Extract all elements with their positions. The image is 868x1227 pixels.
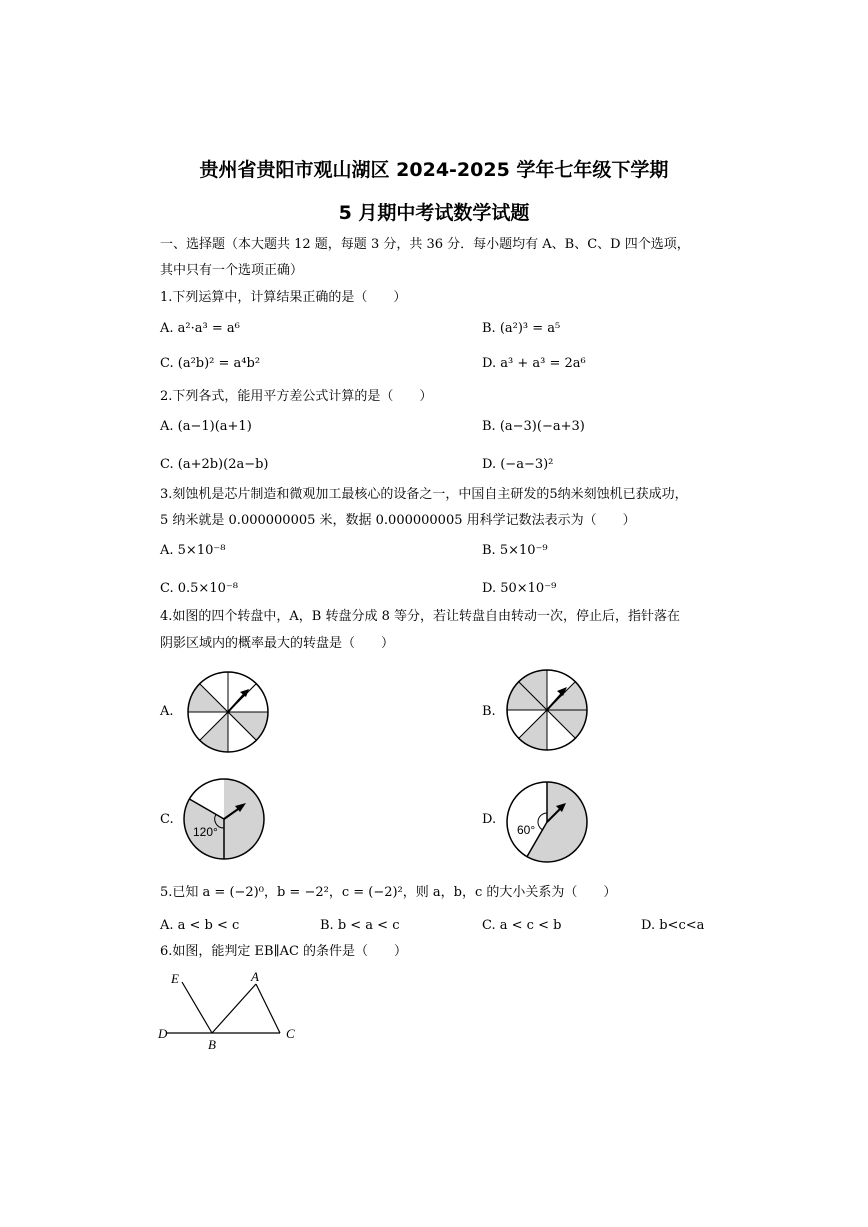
q2-option-d: D. (−a−3)²	[482, 457, 554, 472]
q1-option-d: D. a³ + a³ = 2a⁶	[482, 356, 586, 371]
section-heading: 一、选择题（本大题共 12 题，每题 3 分，共 36 分．每小题均有 A、B、C、D 四个选项，	[160, 237, 690, 252]
q1-stem: 1.下列运算中，计算结果正确的是（ ）	[160, 290, 407, 305]
q2-option-c: C. (a+2b)(2a−b)	[160, 457, 269, 472]
spinner-d-angle: 60°	[517, 823, 536, 837]
q4-stem-line2: 阴影区域内的概率最大的转盘是（ ）	[160, 636, 395, 651]
point-d-label: D	[158, 1026, 168, 1041]
segment-ac	[256, 984, 280, 1033]
q3-option-a: A. 5×10⁻⁸	[160, 543, 226, 558]
segment-eb	[182, 982, 212, 1033]
point-c-label: C	[286, 1026, 295, 1041]
q3-option-c: C. 0.5×10⁻⁸	[160, 581, 238, 596]
q2-option-a: A. (a−1)(a+1)	[160, 419, 252, 434]
q5-option-c: C. a < c < b	[482, 918, 562, 933]
q1-option-c: C. (a²b)² = a⁴b²	[160, 356, 261, 371]
spinner-c-angle: 120°	[193, 825, 218, 839]
q4-label-a: A.	[160, 704, 174, 719]
q5-option-d: D. b<c<a	[641, 918, 705, 933]
q3-stem-line2: 5 纳米就是 0.000000005 米，数据 0.000000005 用科学记数法表示为（ ）	[160, 513, 636, 528]
q5-stem: 5.已知 a = (−2)⁰，b = −2²，c = (−2)²，则 a，b，c 的大小关系为（ ）	[160, 885, 617, 900]
q3-stem-line1: 3.刻蚀机是芯片制造和微观加工最核心的设备之一，中国自主研发的5纳米刻蚀机已获成功，	[160, 487, 688, 502]
q3-option-b: B. 5×10⁻⁹	[482, 543, 548, 558]
q2-stem: 2.下列各式，能用平方差公式计算的是（ ）	[160, 389, 433, 404]
q5-option-a: A. a < b < c	[160, 918, 240, 933]
point-a-label: A	[251, 969, 259, 984]
exam-title-line1: 贵州省贵阳市观山湖区 2024-2025 学年七年级下学期	[199, 159, 669, 181]
segment-ba	[212, 984, 256, 1033]
spinner-a	[186, 670, 270, 754]
q2-option-b: B. (a−3)(−a+3)	[482, 419, 585, 434]
spinner-d	[505, 780, 589, 864]
q4-label-b: B.	[482, 704, 496, 719]
q4-label-c: C.	[160, 812, 174, 827]
q3-option-d: D. 50×10⁻⁹	[482, 581, 557, 596]
section-note: 其中只有一个选项正确）	[160, 263, 304, 278]
spinner-b	[505, 668, 589, 752]
spinner-c	[182, 777, 266, 861]
q4-stem-line1: 4.如图的四个转盘中，A，B 转盘分成 8 等分，若让转盘自由转动一次，停止后，指针落在	[160, 609, 681, 624]
q6-stem: 6.如图，能判定 EB∥AC 的条件是（ ）	[160, 944, 408, 959]
exam-title-line2: 5 月期中考试数学试题	[338, 202, 530, 224]
q1-option-a: A. a²·a³ = a⁶	[160, 321, 240, 336]
q6-figure	[155, 965, 315, 1055]
point-b-label: B	[208, 1037, 216, 1052]
q1-option-b: B. (a²)³ = a⁵	[482, 321, 561, 336]
q5-option-b: B. b < a < c	[320, 918, 400, 933]
point-e-label: E	[171, 971, 179, 986]
q4-label-d: D.	[482, 812, 497, 827]
